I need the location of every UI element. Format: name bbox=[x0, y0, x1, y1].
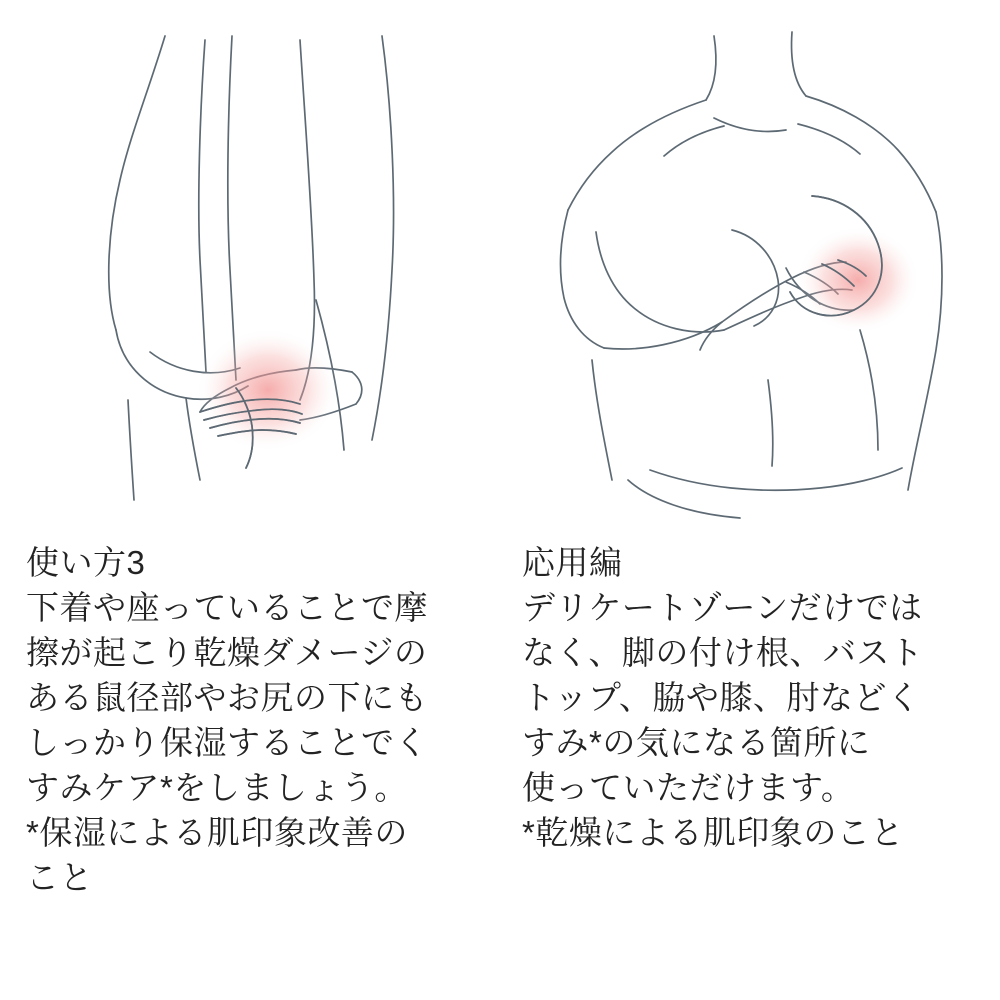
heading-right: 応用編 bbox=[522, 544, 623, 581]
body-line: 使っていただけます。 bbox=[522, 769, 855, 806]
body-line: こと bbox=[26, 859, 93, 896]
text-block-right bbox=[500, 540, 1000, 855]
body-line: *乾燥による肌印象のこと bbox=[522, 814, 904, 851]
column-right bbox=[500, 0, 1000, 900]
illustration-bust bbox=[500, 0, 1000, 540]
highlight-spot-groin bbox=[196, 328, 340, 452]
body-illustration-bust bbox=[500, 0, 1000, 540]
illustration-hip-groin bbox=[0, 0, 500, 540]
body-line: *保湿による肌印象改善の bbox=[26, 814, 408, 851]
body-line: しっかり保湿することでく bbox=[26, 724, 428, 761]
body-line: すみケア*をしましょう。 bbox=[26, 769, 408, 806]
body-illustration-hip-groin bbox=[0, 0, 500, 540]
body-line: デリケートゾーンだけでは bbox=[522, 589, 923, 626]
text-block-left bbox=[0, 540, 500, 900]
body-line: すみ*の気になる箇所に bbox=[522, 724, 871, 761]
body-line: なく、脚の付け根、バスト bbox=[522, 634, 924, 671]
heading-left: 使い方3 bbox=[26, 544, 146, 581]
body-line: ある鼠径部やお尻の下にも bbox=[26, 679, 428, 716]
column-left bbox=[0, 0, 500, 900]
body-line: 下着や座っていることで摩 bbox=[26, 589, 428, 626]
body-line: 擦が起こり乾燥ダメージの bbox=[26, 634, 428, 671]
highlight-spot-bust bbox=[796, 226, 920, 334]
body-line: トップ、脇や膝、肘などく bbox=[522, 679, 921, 716]
